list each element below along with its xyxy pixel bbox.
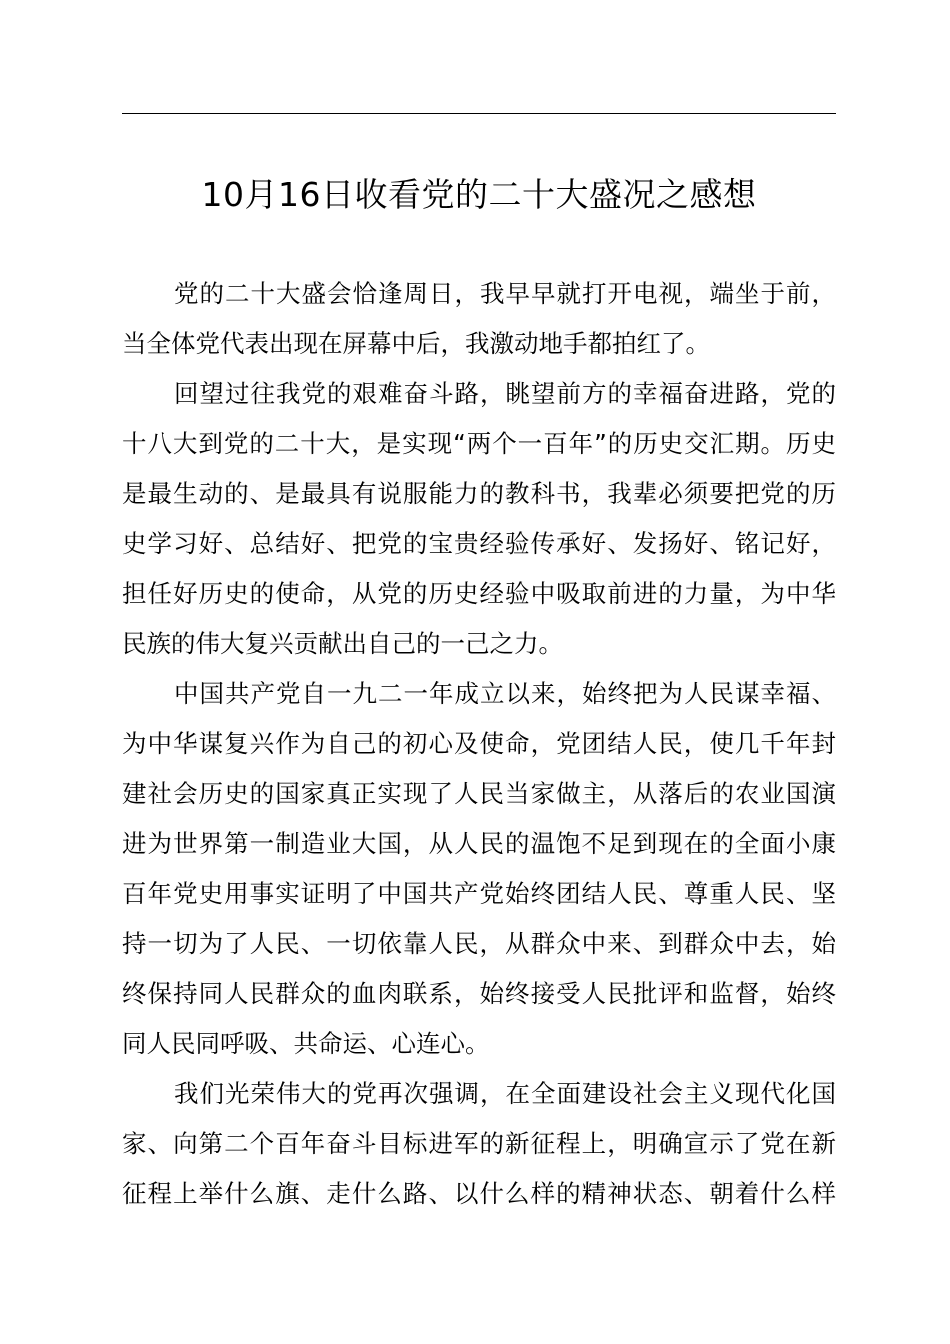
paragraph-2 [122,369,836,669]
text-line: 是最生动的、是最具有说服能力的教科书，我辈必须要把党的历 [122,479,836,508]
paragraph-4 [122,1069,836,1219]
text-line: 中国共产党自一九二一年成立以来，始终把为人民谋幸福、 [174,679,836,708]
text-line: 当全体党代表出现在屏幕中后，我激动地手都拍红了。 [122,329,710,358]
text-line: 建社会历史的国家真正实现了人民当家做主，从落后的农业国演 [122,779,836,808]
text-line: 十八大到党的二十大，是实现“两个一百年”的历史交汇期。历史 [122,429,836,458]
text-line: 持一切为了人民、一切依靠人民，从群众中来、到群众中去，始 [122,929,836,958]
text-line: 家、向第二个百年奋斗目标进军的新征程上，明确宣示了党在新 [122,1129,836,1158]
text-line: 百年党史用事实证明了中国共产党始终团结人民、尊重人民、坚 [122,879,836,908]
paragraph-3 [122,669,836,1069]
document-title: 10月16日收看党的二十大盛况之感想 [201,175,757,214]
text-line: 史学习好、总结好、把党的宝贵经验传承好、发扬好、铭记好， [122,529,836,558]
text-line: 征程上举什么旗、走什么路、以什么样的精神状态、朝着什么样 [122,1179,836,1208]
header-rule [122,113,836,114]
text-line: 民族的伟大复兴贡献出自己的一己之力。 [122,629,563,658]
text-line: 党的二十大盛会恰逢周日，我早早就打开电视，端坐于前， [174,279,836,308]
text-line: 同人民同呼吸、共命运、心连心。 [122,1029,490,1058]
text-line: 终保持同人民群众的血肉联系，始终接受人民批评和监督，始终 [122,979,836,1008]
paragraph-1 [122,269,836,369]
text-line: 担任好历史的使命，从党的历史经验中吸取前进的力量，为中华 [122,579,836,608]
text-line: 回望过往我党的艰难奋斗路，眺望前方的幸福奋进路，党的 [174,379,836,408]
text-line: 我们光荣伟大的党再次强调，在全面建设社会主义现代化国 [174,1079,836,1108]
document-body [122,269,836,1219]
text-line: 为中华谋复兴作为自己的初心及使命，党团结人民，使几千年封 [122,729,836,758]
text-line: 进为世界第一制造业大国，从人民的温饱不足到现在的全面小康 [122,829,836,858]
